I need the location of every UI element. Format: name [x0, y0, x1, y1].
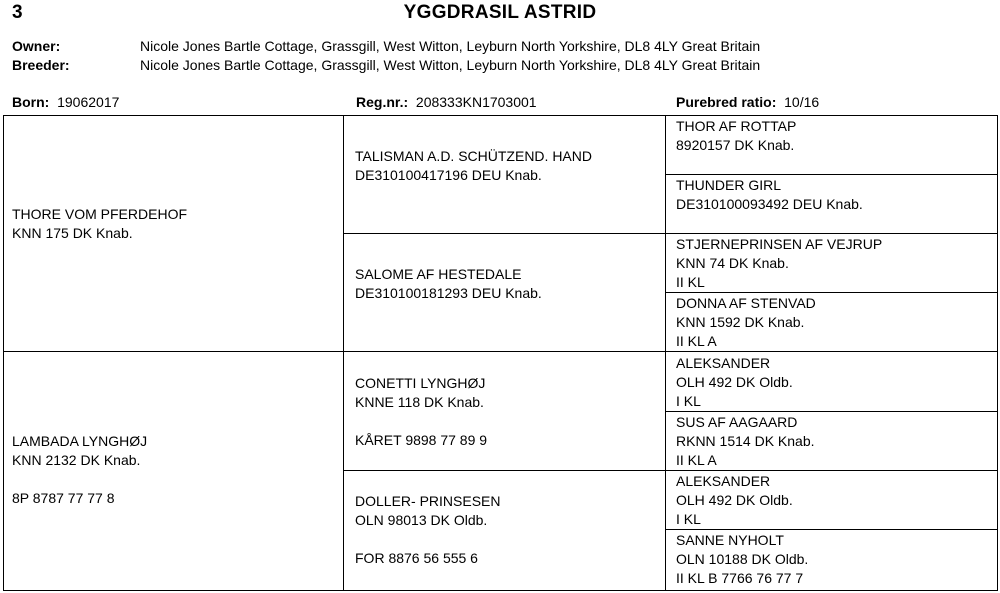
- ggp-cell-8: [676, 531, 808, 588]
- breeder-label: Breeder:: [12, 57, 70, 73]
- sire-dam-reg: DE310100181293 DEU Knab.: [355, 285, 542, 301]
- dam-cell: [12, 432, 147, 508]
- ggp-6-name: SUS AF AAGAARD: [676, 414, 798, 430]
- ggp-4-extra: II KL A: [676, 333, 717, 349]
- ggp-6-reg: RKNN 1514 DK Knab.: [676, 433, 815, 449]
- divider-e7: [665, 529, 997, 530]
- divider-col-2: [665, 115, 666, 591]
- dam-extra: 8P 8787 77 77 8: [12, 490, 115, 506]
- born-field: [12, 94, 119, 110]
- ggp-cell-6: [676, 413, 815, 470]
- ggp-cell-7: [676, 472, 793, 529]
- divider-e1: [665, 174, 997, 175]
- ratio-label: Purebred ratio:: [676, 94, 777, 110]
- ggp-2-reg: DE310100093492 DEU Knab.: [676, 196, 863, 212]
- ggp-5-reg: OLH 492 DK Oldb.: [676, 374, 793, 390]
- divider-q1: [343, 233, 997, 234]
- sire-dam-name: SALOME AF HESTEDALE: [355, 266, 522, 282]
- ggp-5-extra: I KL: [676, 393, 701, 409]
- purebred-ratio-field: [676, 94, 819, 110]
- divider-col-1: [343, 115, 344, 591]
- ggp-cell-2: [676, 176, 863, 214]
- sire-dam-cell: [355, 265, 542, 303]
- ggp-7-reg: OLH 492 DK Oldb.: [676, 492, 793, 508]
- dam-dam-extra: FOR 8876 56 555 6: [355, 550, 478, 566]
- ggp-1-name: THOR AF ROTTAP: [676, 118, 797, 134]
- dam-sire-name: CONETTI LYNGHØJ: [355, 375, 486, 391]
- dam-dam-cell: [355, 492, 500, 568]
- ggp-cell-5: [676, 354, 793, 411]
- born-value: 19062017: [57, 94, 120, 110]
- reg-value: 208333KN1703001: [415, 94, 537, 110]
- ggp-3-name: STJERNEPRINSEN AF VEJRUP: [676, 236, 883, 252]
- ggp-3-extra: II KL: [676, 274, 705, 290]
- ggp-2-name: THUNDER GIRL: [676, 177, 782, 193]
- sire-cell: [12, 205, 187, 243]
- dam-name: LAMBADA LYNGHØJ: [12, 433, 148, 449]
- divider-e5: [665, 411, 997, 412]
- horse-name-title: YGGDRASIL ASTRID: [403, 2, 597, 23]
- sire-sire-cell: [355, 147, 592, 185]
- ggp-8-extra: II KL B 7766 76 77 7: [676, 570, 804, 586]
- ggp-8-reg: OLN 10188 DK Oldb.: [676, 551, 809, 567]
- ggp-3-reg: KNN 74 DK Knab.: [676, 255, 789, 271]
- ggp-4-reg: KNN 1592 DK Knab.: [676, 314, 805, 330]
- dam-sire-reg: KNNE 118 DK Knab.: [355, 394, 484, 410]
- dam-dam-reg: OLN 98013 DK Oldb.: [355, 512, 488, 528]
- divider-e3: [665, 292, 997, 293]
- breeder-value: Nicole Jones Bartle Cottage, Grassgill, West Witton, Leyburn North Yorkshire, DL8 4LY Great Britain: [140, 57, 761, 73]
- reg-label: Reg.nr.:: [356, 94, 409, 110]
- ggp-7-name: ALEKSANDER: [676, 473, 771, 489]
- sire-reg: KNN 175 DK Knab.: [12, 225, 133, 241]
- born-label: Born:: [12, 94, 50, 110]
- ggp-4-name: DONNA AF STENVAD: [676, 295, 816, 311]
- ratio-value: 10/16: [784, 94, 820, 110]
- divider-mid: [3, 351, 997, 352]
- ggp-1-reg: 8920157 DK Knab.: [676, 137, 795, 153]
- dam-dam-name: DOLLER- PRINSESEN: [355, 493, 501, 509]
- ggp-5-name: ALEKSANDER: [676, 355, 771, 371]
- owner-value: Nicole Jones Bartle Cottage, Grassgill, West Witton, Leyburn North Yorkshire, DL8 4LY Great Britain: [140, 38, 761, 54]
- ggp-cell-4: [676, 294, 816, 351]
- ggp-cell-3: [676, 235, 882, 292]
- ggp-cell-1: [676, 117, 796, 155]
- dam-sire-cell: [355, 374, 487, 450]
- ggp-6-extra: II KL A: [676, 452, 717, 468]
- owner-label: Owner:: [12, 38, 61, 54]
- catalog-number: 3: [12, 2, 23, 23]
- sire-sire-reg: DE310100417196 DEU Knab.: [355, 167, 542, 183]
- sire-sire-name: TALISMAN A.D. SCHÜTZEND. HAND: [355, 148, 592, 164]
- ggp-8-name: SANNE NYHOLT: [676, 532, 784, 548]
- reg-field: [356, 94, 537, 110]
- sire-name: THORE VOM PFERDEHOF: [12, 206, 188, 222]
- divider-q3: [343, 470, 997, 471]
- dam-sire-extra: KÅRET 9898 77 89 9: [355, 432, 488, 448]
- ggp-7-extra: I KL: [676, 511, 701, 527]
- dam-reg: KNN 2132 DK Knab.: [12, 452, 141, 468]
